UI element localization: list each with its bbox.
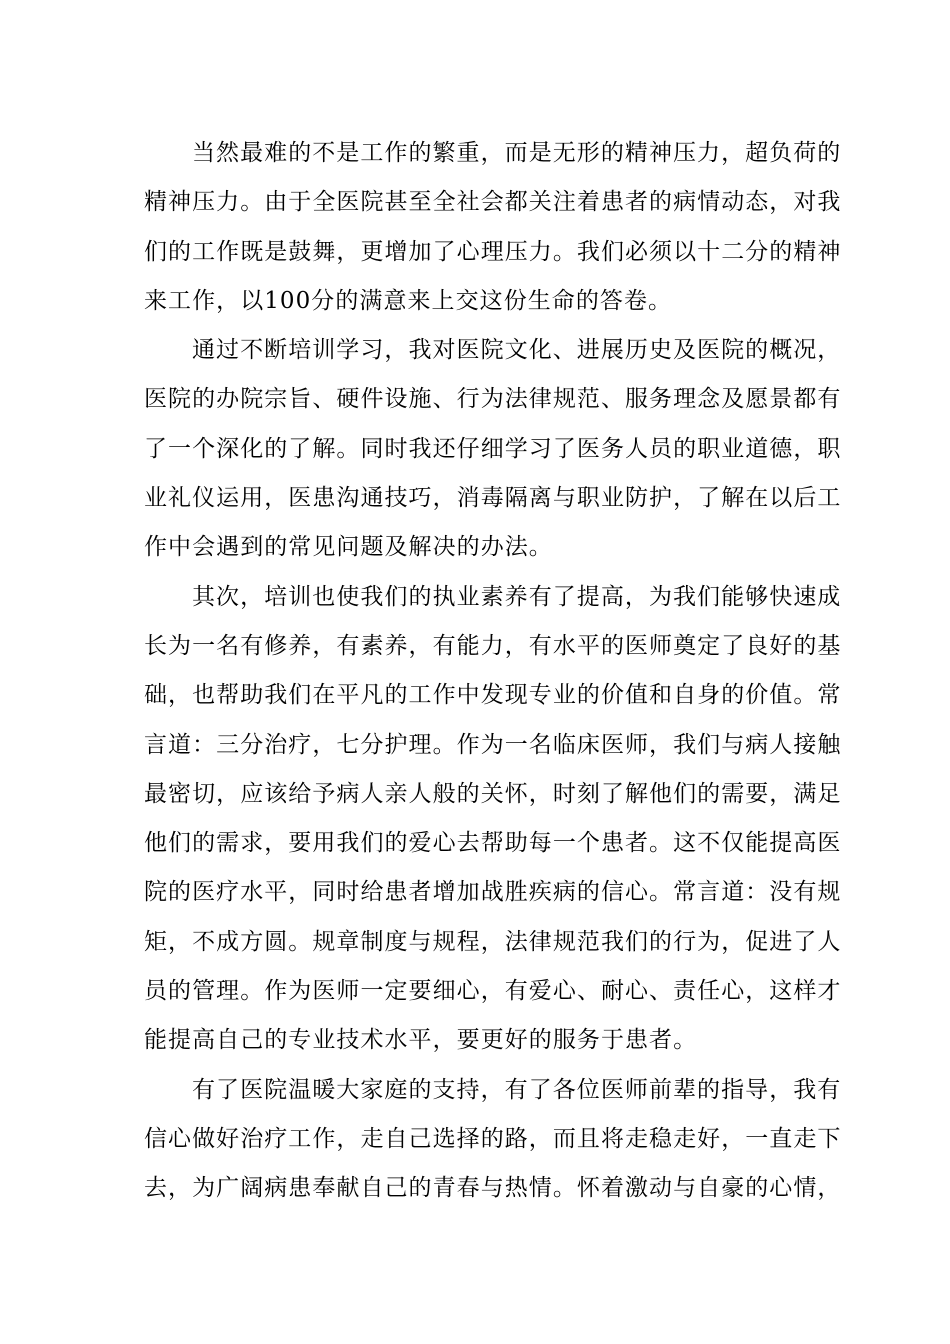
text-line: 们的工作既是鼓舞，更增加了心理压力。我们必须以十二分的精神 — [144, 238, 842, 265]
text-line: 他们的需求，要用我们的爱心去帮助每一个患者。这不仅能提高医 — [144, 830, 842, 857]
document-body — [144, 129, 842, 1214]
paragraph — [144, 129, 842, 326]
text-line: 其次，培训也使我们的执业素养有了提高，为我们能够快速成 — [192, 583, 842, 610]
text-line: 员的管理。作为医师一定要细心，有爱心、耐心、责任心，这样才 — [144, 978, 842, 1005]
text-line: 作中会遇到的常见问题及解决的办法。 — [144, 534, 553, 561]
text-line: 精神压力。由于全医院甚至全社会都关注着患者的病情动态，对我 — [144, 189, 842, 216]
text-line: 院的医疗水平，同时给患者增加战胜疾病的信心。常言道：没有规 — [144, 879, 842, 906]
text-line: 言道：三分治疗，七分护理。作为一名临床医师，我们与病人接触 — [144, 731, 842, 758]
paragraph — [144, 1066, 842, 1214]
text-line: 当然最难的不是工作的繁重，而是无形的精神压力，超负荷的 — [192, 140, 842, 166]
text-line: 有了医院温暖大家庭的支持，有了各位医师前辈的指导，我有 — [192, 1076, 842, 1103]
text-line: 业礼仪运用，医患沟通技巧，消毒隔离与职业防护，了解在以后工 — [144, 485, 842, 512]
text-line: 通过不断培训学习，我对医院文化、进展历史及医院的概况， — [192, 337, 842, 364]
text-line: 来工作，以100分的满意来上交这份生命的答卷。 — [144, 287, 673, 314]
text-line: 础，也帮助我们在平凡的工作中发现专业的价值和自身的价值。常 — [144, 682, 842, 709]
paragraph — [144, 573, 842, 1066]
paragraph — [144, 326, 842, 572]
text-line: 去，为广阔病患奉献自己的青春与热情。怀着激动与自豪的心情， — [144, 1175, 842, 1202]
text-line: 信心做好治疗工作，走自己选择的路，而且将走稳走好，一直走下 — [144, 1125, 842, 1152]
text-line: 医院的办院宗旨、硬件设施、行为法律规范、服务理念及愿景都有 — [144, 386, 842, 413]
text-line: 能提高自己的专业技术水平，要更好的服务于患者。 — [144, 1027, 698, 1054]
text-line: 矩，不成方圆。规章制度与规程，法律规范我们的行为，促进了人 — [144, 928, 842, 955]
text-line: 长为一名有修养，有素养，有能力，有水平的医师奠定了良好的基 — [144, 632, 842, 659]
text-line: 了一个深化的了解。同时我还仔细学习了医务人员的职业道德，职 — [144, 435, 842, 462]
text-line: 最密切，应该给予病人亲人般的关怀，时刻了解他们的需要，满足 — [144, 780, 842, 807]
